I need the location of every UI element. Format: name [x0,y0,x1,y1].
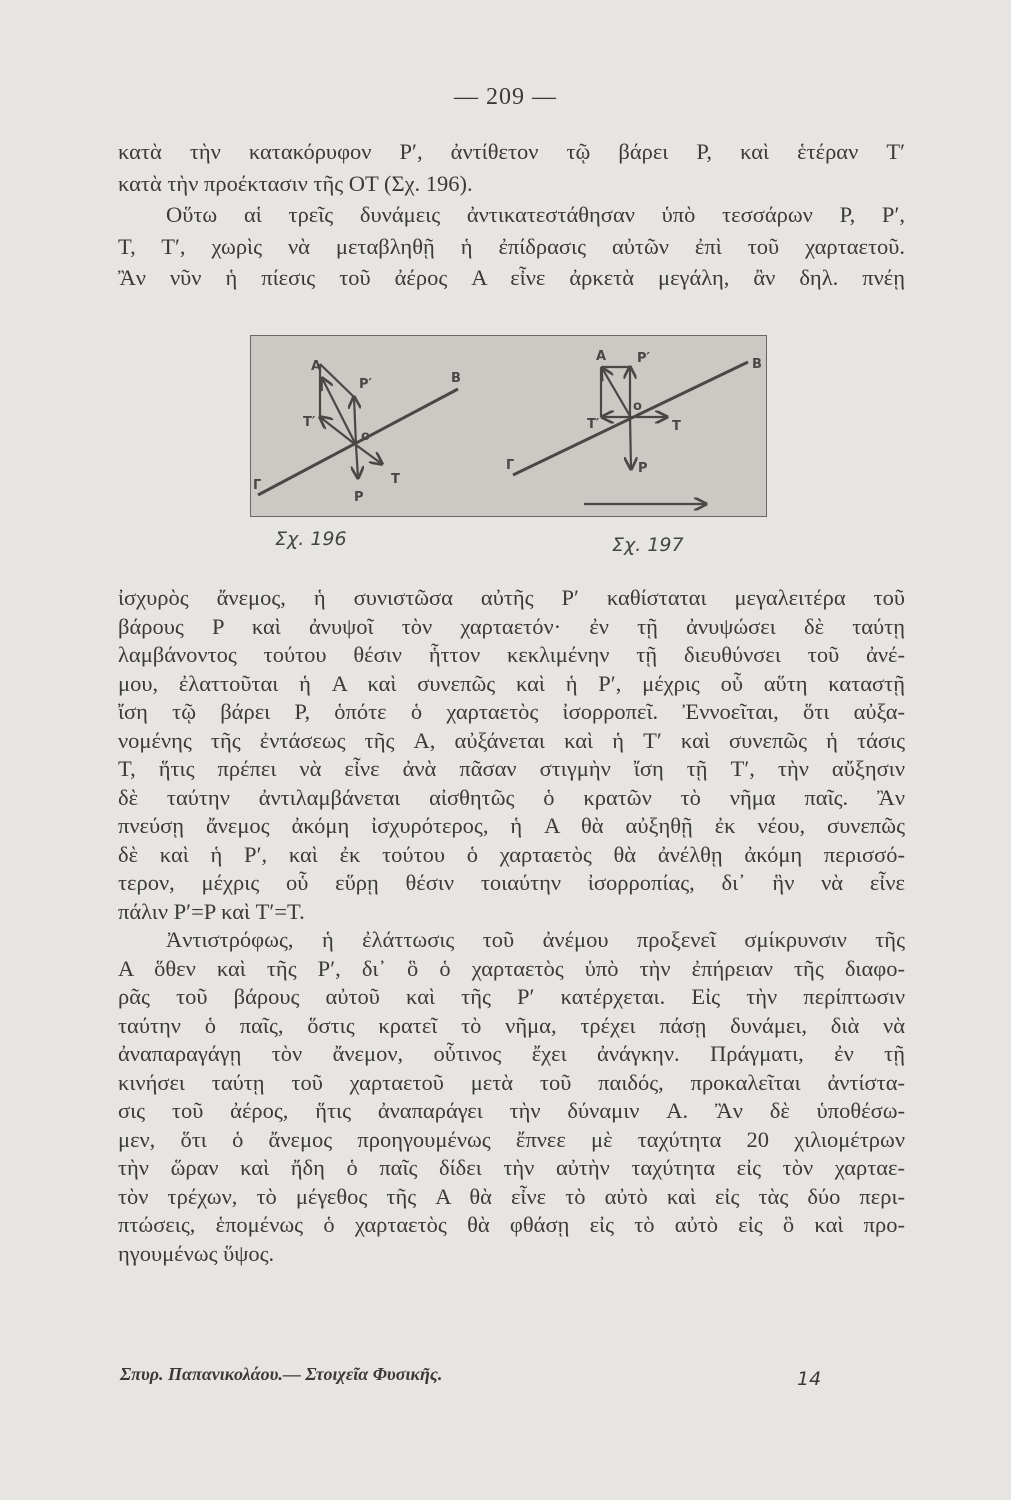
text-line: κατὰ τὴν κατακόρυφον P′, ἀντίθετον τῷ βάρει P, καὶ ἑτέραν T′ [118,139,905,164]
label-O: o [361,429,370,444]
label-Gamma: Γ [253,478,262,493]
text-line: κινήσει ταύτῃ τοῦ χαρταετοῦ μετὰ τοῦ παιδός, προκαλεῖται ἀντίστα- [118,1069,905,1095]
kite-line [258,389,458,495]
text-line: T, T′, χωρὶς νὰ μεταβληθῇ ἡ ἐπίδρασις αὐτῶν ἐπὶ τοῦ χαρταετοῦ. [118,233,905,259]
force-P-arrow [356,445,358,478]
footer-book-title: Σπυρ. Παπανικολάου.— Στοιχεῖα Φυσικῆς. [120,1364,443,1384]
text-line: ταύτην ὁ παῖς, ὅστις κρατεῖ τὸ νῆμα, τρέχει πάσῃ δυνάμει, διὰ νὰ [118,1012,905,1038]
label-T-prime: T′ [303,415,316,430]
label-P-prime: P′ [637,351,650,366]
label-O: o [633,399,642,414]
text-line: σις τοῦ ἀέρος, ἥτις ἀναπαράγει τὴν δύναμιν A. Ἂν δὲ ὑποθέσω- [118,1098,905,1123]
text-line: ἰσχυρὸς ἄνεμος, ἡ συνιστῶσα αὐτῆς P′ καθίσταται μεγαλειτέρα τοῦ [118,585,905,610]
figure-196-caption: Σχ. 196 [275,528,347,550]
text-line: δὲ ταύτην ἀντιλαμβάνεται αἰσθητῶς ὁ κρατῶν τὸ νῆμα παῖς. Ἂν [118,784,905,810]
label-B: B [451,371,461,386]
paragraph-2-continued [118,584,905,1268]
force-P-prime-arrow [354,397,356,445]
label-P: P [638,461,648,476]
text-line: τερον, μέχρις οὗ εὕρῃ θέσιν τοιαύτην ἰσορροπίας, δι᾽ ἣν νὰ εἶνε [118,870,905,895]
text-line: T, ἥτις πρέπει νὰ εἶνε ἀνὰ πᾶσαν στιγμὴν ἴση τῇ T′, τὴν αὔξησιν [118,756,905,781]
footer-signature-number: 14 [797,1368,822,1390]
label-P: P [354,490,364,505]
text-line: λαμβάνοντος τούτου θέσιν ἧττον κεκλιμένην τῇ διευθύνσει τοῦ ἀνέ- [118,642,905,667]
text-line: πνεύσῃ ἄνεμος ἀκόμη ἰσχυρότερος, ἡ A θὰ αὐξηθῇ ἐκ νέου, συνεπῶς [118,813,905,838]
force-A-arrow [602,368,630,416]
force-A-arrow [322,378,356,445]
label-T-prime: T′ [587,417,600,432]
paragraph-1 [118,136,905,294]
figure-196-diagram [253,359,461,505]
page-number: — 209 — [454,84,557,110]
force-P-arrow [630,416,631,469]
text-line: ρᾶς τοῦ βάρους αὐτοῦ καὶ τῆς P′ κατέρχεται. Εἰς τὴν περίπτωσιν [118,984,905,1009]
figure-197-caption: Σχ. 197 [612,534,684,556]
force-T-prime-arrow [320,417,356,445]
label-Gamma: Γ [506,458,515,473]
text-line: μεν, ὅτι ὁ ἄνεμος προηγουμένως ἔπνεε μὲ ταχύτητα 20 χιλιομέτρων [118,1126,905,1152]
label-B: B [752,357,762,372]
figure-197-diagram [506,349,762,504]
text-line: μου, ἐλαττοῦται ἡ A καὶ συνεπῶς καὶ ἡ P′, μέχρις οὗ αὕτη καταστῇ [118,670,905,696]
label-T: T [672,419,681,434]
text-line: Ἀντιστρόφως, ἡ ἐλάττωσις τοῦ ἀνέμου προξενεῖ σμίκρυνσιν τῆς [166,927,905,952]
text-line: τὴν ὥραν καὶ ἤδη ὁ παῖς δίδει τὴν αὐτὴν ταχύτητα εἰς τὸν χαρταε- [118,1155,905,1180]
text-line: ἴση τῷ βάρει P, ὁπότε ὁ χαρταετὸς ἰσορροπεῖ. Ἐννοεῖται, ὅτι αὐξα- [118,699,905,724]
figure-kite-forces [250,335,767,517]
text-line: πάλιν P′=P καὶ T′=T. [118,898,305,924]
text-line: βάρους P καὶ ἀνυψοῖ τὸν χαρταετόν· ἐν τῇ ἀνυψώσει δὲ ταύτῃ [118,613,905,639]
label-A: A [311,359,322,374]
text-line: ἀναπαραγάγῃ τὸν ἄνεμον, οὗτινος ἔχει ἀνάγκην. Πράγματι, ἐν τῇ [118,1041,905,1066]
force-T-arrow [356,445,382,464]
label-P-prime: P′ [359,377,372,392]
label-A: A [596,349,607,364]
parallelogram-side [320,364,354,397]
text-line: A ὅθεν καὶ τῆς P′, δι᾽ ὃ ὁ χαρταετὸς ὑπὸ τὴν ἐπήρειαν τῆς διαφο- [118,955,905,981]
text-line: πτώσεις, ἑπομένως ὁ χαρταετὸς θὰ φθάσῃ εἰς τὸ αὐτὸ εἰς ὃ καὶ προ- [118,1212,905,1237]
text-line: ηγουμένως ὕψος. [118,1240,275,1266]
text-line: κατὰ τὴν προέκτασιν τῆς OT (Σχ. 196). [118,170,473,196]
text-line: Ἂν νῦν ἡ πίεσις τοῦ ἀέρος A εἶνε ἀρκετὰ μεγάλη, ἂν δηλ. πνέῃ [118,265,905,290]
text-line: Οὕτω αἱ τρεῖς δυνάμεις ἀντικατεστάθησαν ὑπὸ τεσσάρων P, P′, [166,202,905,227]
text-line: δὲ καὶ ἡ P′, καὶ ἐκ τούτου ὁ χαρταετὸς θὰ ἀνέλθῃ ἀκόμη περισσό- [118,841,905,867]
text-line: τὸν τρέχων, τὸ μέγεθος τῆς A θὰ εἶνε τὸ αὐτὸ καὶ εἰς τὰς δύο περι- [118,1183,905,1209]
label-T: T [391,472,400,487]
text-line: νομένης τῆς ἐντάσεως τῆς A, αὐξάνεται καὶ ἡ T′ καὶ συνεπῶς ἡ τάσις [118,727,905,753]
